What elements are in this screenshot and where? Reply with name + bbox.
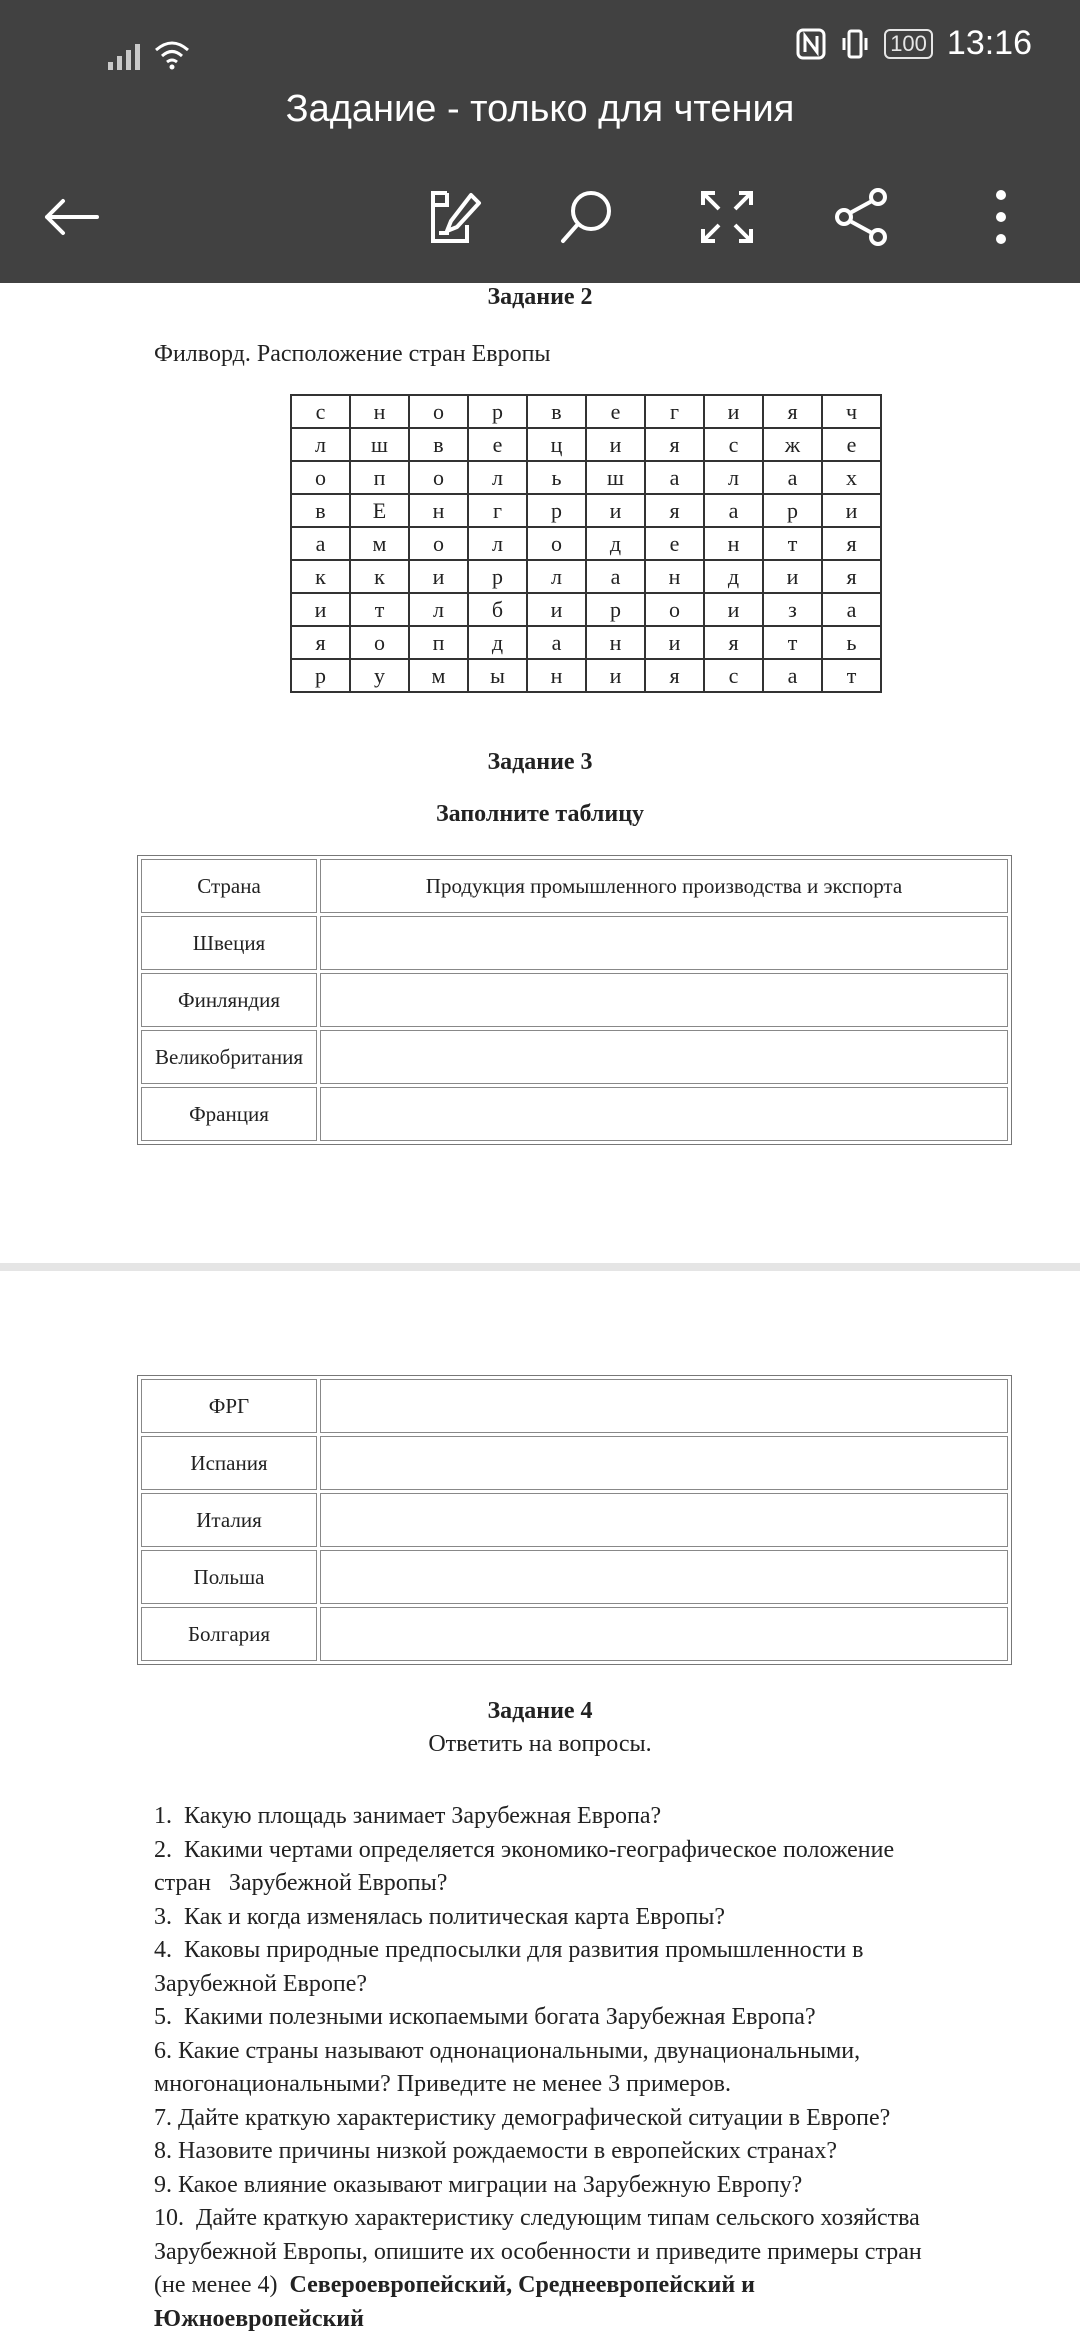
grid-cell: к [291,560,350,593]
search-icon [557,187,617,247]
question-line: стран Зарубежной Европы? [154,1870,448,1896]
question-line: 9. Какое влияние оказывают миграции на Зарубежную Европу? [154,2171,803,2198]
grid-cell: я [645,494,704,527]
grid-cell: Е [350,494,409,527]
grid-cell: н [645,560,704,593]
expand-icon [699,189,755,245]
grid-cell: т [763,527,822,560]
grid-cell: ч [822,395,881,428]
grid-cell: к [350,560,409,593]
grid-cell: р [291,659,350,692]
grid-cell: п [409,626,468,659]
production-cell [320,1550,1008,1604]
grid-row [291,494,881,527]
question-line: 2. Какими чертами определяется экономико-географическое положение [154,1836,895,1863]
grid-cell: а [822,593,881,626]
production-cell [320,1030,1008,1084]
grid-row [291,659,881,692]
grid-cell: с [704,428,763,461]
countries-table-page1 [137,855,1012,1145]
question-line: Зарубежной Европы, опишите их особенности и приведите примеры стран [154,2238,922,2265]
grid-cell: и [586,659,645,692]
grid-cell: т [763,626,822,659]
task3-heading: Задание 3 [487,749,593,775]
task3-subheading: Заполните таблицу [435,801,645,827]
grid-cell: л [291,428,350,461]
grid-cell: а [704,494,763,527]
grid-cell: я [645,428,704,461]
task2-heading: Задание 2 [487,284,593,310]
grid-cell: о [645,593,704,626]
country-name-cell: Болгария [141,1607,317,1661]
country-name-cell: Великобритания [141,1030,317,1084]
grid-cell: и [704,395,763,428]
grid-cell: о [409,527,468,560]
grid-cell: л [468,527,527,560]
grid-cell: ц [527,428,586,461]
question-line: 4. Каковы природные предпосылки для развития промышленности в [154,1937,864,1963]
grid-cell: д [468,626,527,659]
grid-cell: я [704,626,763,659]
country-name-cell: Италия [141,1493,317,1547]
vibrate-icon [840,28,870,60]
grid-row [291,593,881,626]
grid-cell: и [822,494,881,527]
grid-cell: д [704,560,763,593]
grid-cell: н [350,395,409,428]
grid-cell: н [586,626,645,659]
back-arrow-icon [41,197,101,237]
share-button[interactable] [827,182,897,252]
question-line [154,2303,984,2337]
grid-cell: о [291,461,350,494]
question-line: Зарубежной Европе? [154,1970,367,1997]
grid-cell: о [527,527,586,560]
country-name-cell: ФРГ [141,1379,317,1433]
grid-cell: е [822,428,881,461]
production-cell [320,1087,1008,1141]
grid-cell: н [704,527,763,560]
grid-cell: в [527,395,586,428]
more-button[interactable] [966,182,1036,252]
grid-cell: а [291,527,350,560]
grid-cell: ш [586,461,645,494]
question-line: (не менее 4) Североевропейский, Среднеевропейский и [154,2272,755,2298]
grid-cell: д [586,527,645,560]
nfc-icon [796,28,826,60]
grid-cell: н [409,494,468,527]
table-header-row [141,859,1008,913]
grid-cell: а [645,461,704,494]
battery-icon: 100 [884,29,933,59]
table-row [141,1493,1008,1547]
question-line: 5. Какими полезными ископаемыми богата Зарубежная Европа? [154,2004,816,2030]
fullscreen-button[interactable] [692,182,762,252]
grid-cell: а [763,461,822,494]
grid-cell: е [468,428,527,461]
grid-cell: е [586,395,645,428]
grid-cell: а [586,560,645,593]
grid-cell: р [468,560,527,593]
production-cell [320,1379,1008,1433]
production-cell [320,1436,1008,1490]
grid-cell: у [350,659,409,692]
grid-cell: м [409,659,468,692]
table-row [141,1087,1008,1141]
countries-table-page2 [137,1375,1012,1665]
question-line: 6. Какие страны называют однонациональными, двунациональными, [154,2037,861,2064]
question-line: 8. Назовите причины низкой рождаемости в европейских странах? [154,2138,837,2164]
grid-cell: ж [763,428,822,461]
grid-cell: з [763,593,822,626]
table-row [141,1030,1008,1084]
country-name-cell: Польша [141,1550,317,1604]
grid-cell: г [468,494,527,527]
country-name-cell: Испания [141,1436,317,1490]
edit-document-icon [423,187,483,247]
share-icon [832,187,892,247]
production-cell [320,916,1008,970]
country-name-cell: Франция [141,1087,317,1141]
production-cell [320,1607,1008,1661]
grid-cell: ш [350,428,409,461]
signal-icon [108,40,192,70]
grid-cell: и [645,626,704,659]
grid-cell: о [409,395,468,428]
clock: 13:16 [946,24,1032,62]
grid-cell: ь [822,626,881,659]
grid-cell: о [350,626,409,659]
table-row [141,1436,1008,1490]
grid-cell: а [763,659,822,692]
grid-row [291,560,881,593]
country-name-cell: Финляндия [141,973,317,1027]
grid-cell: а [527,626,586,659]
page-divider [0,1263,1080,1271]
grid-cell: я [822,560,881,593]
question-line: 10. Дайте краткую характеристику следующим типам сельского хозяйства [154,2205,920,2231]
column-header-production: Продукция промышленного производства и экспорта [320,859,1008,913]
grid-cell: и [586,428,645,461]
table-row [141,973,1008,1027]
question-line: 7. Дайте краткую характеристику демографической ситуации в Европе? [154,2104,891,2131]
grid-cell: и [704,593,763,626]
grid-cell: т [350,593,409,626]
back-button[interactable] [36,182,106,252]
grid-cell: и [291,593,350,626]
app-bar [0,0,1080,283]
table-row [141,916,1008,970]
grid-cell: и [763,560,822,593]
word-search-grid [290,394,882,693]
grid-cell: л [468,461,527,494]
edit-button[interactable] [418,182,488,252]
grid-cell: в [291,494,350,527]
grid-cell: л [704,461,763,494]
grid-cell: я [763,395,822,428]
question-line: многонациональными? Приведите не менее 3 примеров. [154,2071,731,2097]
grid-cell: п [350,461,409,494]
column-header-country: Страна [141,859,317,913]
grid-cell: е [645,527,704,560]
grid-cell: н [527,659,586,692]
task4-subheading: Ответить на вопросы. [428,1731,652,1757]
production-cell [320,1493,1008,1547]
grid-cell: л [527,560,586,593]
grid-cell: р [468,395,527,428]
wifi-icon [152,40,192,70]
grid-cell: х [822,461,881,494]
table-row [141,1550,1008,1604]
grid-cell: ы [468,659,527,692]
questions-list [154,1800,984,2336]
grid-cell: в [409,428,468,461]
table-row [141,1607,1008,1661]
grid-cell: я [645,659,704,692]
grid-cell: и [527,593,586,626]
table-row [141,1379,1008,1433]
grid-row [291,527,881,560]
grid-cell: р [763,494,822,527]
task4-heading: Задание 4 [487,1698,593,1724]
country-name-cell: Швеция [141,916,317,970]
grid-row [291,395,881,428]
grid-cell: с [291,395,350,428]
grid-cell: л [409,593,468,626]
grid-cell: т [822,659,881,692]
grid-row [291,461,881,494]
grid-cell: р [586,593,645,626]
grid-row [291,428,881,461]
grid-cell: и [586,494,645,527]
grid-cell: б [468,593,527,626]
question-line: 3. Как и когда изменялась политическая карта Европы? [154,1903,726,1930]
grid-cell: я [822,527,881,560]
grid-cell: г [645,395,704,428]
production-cell [320,973,1008,1027]
more-vertical-icon [991,187,1011,247]
search-button[interactable] [552,182,622,252]
grid-cell: р [527,494,586,527]
grid-cell: я [291,626,350,659]
grid-cell: м [350,527,409,560]
grid-cell: ь [527,461,586,494]
question-bold-text: Североевропейский, Среднеевропейский и [289,2272,755,2298]
grid-cell: и [409,560,468,593]
question-bold-text: Южноевропейский [154,2305,364,2332]
status-bar [0,18,1080,68]
task2-subtitle: Филворд. Расположение стран Европы [154,341,551,367]
grid-row [291,626,881,659]
document-title: Задание - только для чтения [285,88,795,130]
question-line: 1. Какую площадь занимает Зарубежная Европа? [154,1803,662,1829]
grid-cell: с [704,659,763,692]
grid-cell: о [409,461,468,494]
